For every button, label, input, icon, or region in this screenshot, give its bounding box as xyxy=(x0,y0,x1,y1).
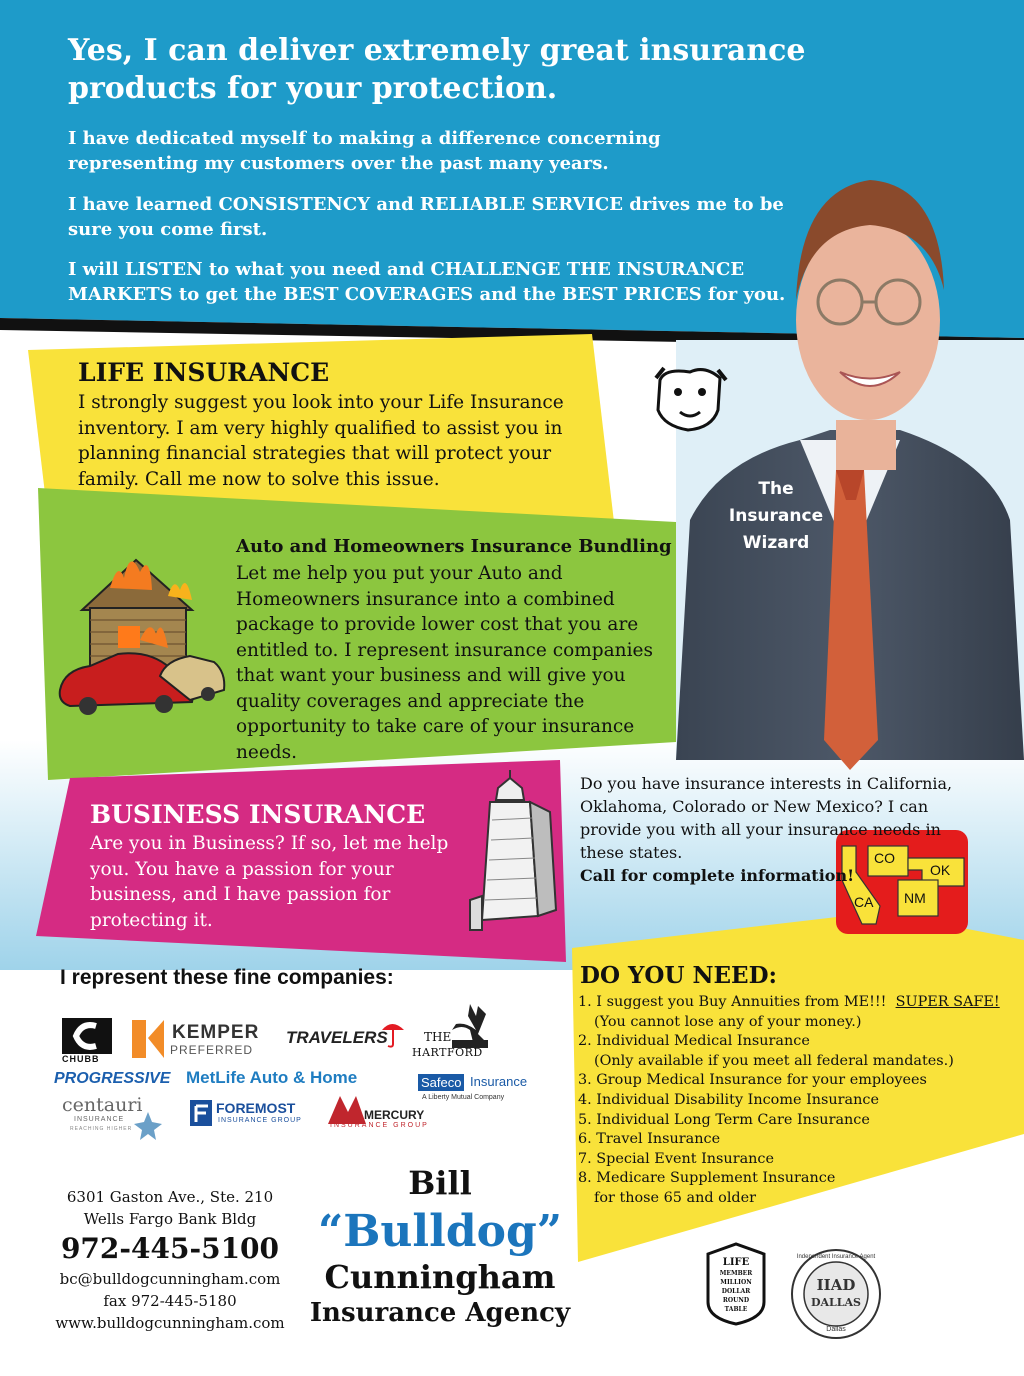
mdrt-line: MEMBER xyxy=(719,1270,753,1277)
auto-home-heading: Auto and Homeowners Insurance Bundling xyxy=(236,536,672,557)
contact-block xyxy=(40,1186,300,1334)
centauri-sub: REACHING HIGHER xyxy=(70,1126,133,1132)
safeco-insurance: Insurance xyxy=(470,1074,528,1089)
state-label-ca: CA xyxy=(854,894,874,910)
mdrt-line: LIFE xyxy=(722,1257,750,1268)
wizard-line-3: Wizard xyxy=(742,533,810,553)
wizard-line-1: The xyxy=(758,479,794,499)
address-line-2: Wells Fargo Bank Bldg xyxy=(83,1210,257,1228)
agent-nickname: “Bulldog” xyxy=(317,1206,563,1257)
mercury-sub: INSURANCE GROUP xyxy=(330,1122,429,1129)
business-insurance-text: Are you in Business? If so, let me help you. You have a passion for your business, and I have passion for protecting it. xyxy=(90,833,449,931)
list-item: 4. Individual Disability Income Insurance xyxy=(578,1091,879,1108)
phone-number[interactable]: 972-445-5100 xyxy=(60,1232,280,1265)
iiad-dallas: DALLAS xyxy=(810,1296,862,1309)
needs-list xyxy=(578,993,1008,1209)
safeco-sub: A Liberty Mutual Company xyxy=(422,1094,505,1101)
foremost-logo-mark xyxy=(190,1100,212,1126)
companies-heading: I represent these fine companies: xyxy=(60,966,394,989)
mdrt-line: MILLION xyxy=(720,1279,752,1286)
kemper-logo: KEMPER xyxy=(172,1022,260,1043)
do-you-need-heading: DO YOU NEED: xyxy=(580,962,778,989)
chubb-logo: CHUBB xyxy=(62,1054,100,1064)
mdrt-line: TABLE xyxy=(724,1306,748,1313)
foremost-sub: INSURANCE GROUP xyxy=(218,1117,302,1124)
mercury-logo: MERCURY xyxy=(364,1108,425,1122)
life-insurance-text: I strongly suggest you look into your Life Insurance inventory. I am very highly qualified to assist you in planning financial strategies that will protect your family. Call me now to solve this issue. xyxy=(78,392,564,490)
states-cta: Call for complete information! xyxy=(580,866,855,885)
centauri-logo: centauri xyxy=(62,1094,143,1116)
kemper-sub: PREFERRED xyxy=(170,1043,254,1057)
auto-home-text: Let me help you put your Auto and Homeowners insurance into a combined package to provide lower cost that you are entitled to. I represent insurance companies that want your business and will give you quality coverages and appreciate the opportunity to take care of your insurance needs. xyxy=(236,563,653,763)
mdrt-line: ROUND xyxy=(722,1297,750,1304)
list-item: 2. Individual Medical Insurance xyxy=(578,1033,810,1050)
iiad-text: IIAD xyxy=(816,1276,856,1294)
iiad-seal xyxy=(792,1250,880,1338)
intro-paragraph-3: I will LISTEN to what you need and CHALLENGE THE INSURANCE MARKETS to get the BEST COVERAGES and the BEST PRICES for you. xyxy=(68,259,786,305)
headline: Yes, I can deliver extremely great insurance products for your protection. xyxy=(68,33,806,106)
email-link[interactable]: bc@bulldogcunningham.com xyxy=(59,1270,281,1288)
state-label-ok: OK xyxy=(930,862,951,878)
super-safe-text: SUPER SAFE! xyxy=(895,994,1000,1010)
life-insurance-heading: LIFE INSURANCE xyxy=(78,358,330,387)
list-item: 8. Medicare Supplement Insurance xyxy=(578,1170,836,1187)
wizard-line-2: Insurance xyxy=(728,506,824,526)
list-item: 1. I suggest you Buy Annuities from ME!!! SUPER SAFE! xyxy=(578,994,1000,1010)
website-link[interactable]: www.bulldogcunningham.com xyxy=(55,1314,285,1332)
hartford-the: THE xyxy=(424,1030,452,1044)
mdrt-text xyxy=(710,1257,762,1314)
fax-number: fax 972-445-5180 xyxy=(103,1292,237,1310)
agent-last-name: Cunningham xyxy=(324,1258,556,1296)
mdrt-line: DOLLAR xyxy=(721,1288,751,1295)
intro-paragraph-1: I have dedicated myself to making a difference concerning representing my customers over the past many years. xyxy=(68,128,661,174)
state-label-co: CO xyxy=(874,850,895,866)
business-insurance-heading: BUSINESS INSURANCE xyxy=(90,800,426,829)
agent-first-name: Bill xyxy=(408,1164,472,1202)
centauri-star-icon xyxy=(134,1112,162,1140)
wizard-caption xyxy=(728,476,824,557)
metlife-logo: MetLife Auto & Home xyxy=(186,1068,358,1087)
state-label-nm: NM xyxy=(904,890,926,906)
list-item: 3. Group Medical Insurance for your employees xyxy=(578,1072,927,1089)
centauri-insurance: INSURANCE xyxy=(74,1116,125,1123)
progressive-logo: PROGRESSIVE xyxy=(54,1070,171,1087)
kemper-logo-mark xyxy=(132,1020,164,1058)
list-item: 6. Travel Insurance xyxy=(578,1131,721,1148)
list-item: (Only available if you meet all federal mandates.) xyxy=(594,1052,954,1069)
mercury-logo-mark xyxy=(328,1096,366,1124)
iiad-ring-text: Independent Insurance Agent xyxy=(796,1254,876,1260)
hartford-logo: HARTFORD xyxy=(412,1046,483,1059)
states-body: Do you have insurance interests in California, Oklahoma, Colorado or New Mexico? I can provide you with all your insurance needs in these states. xyxy=(580,774,953,862)
safeco-logo: Safeco xyxy=(418,1074,464,1091)
intro-paragraph-2: I have learned CONSISTENCY and RELIABLE SERVICE drives me to be sure you come first. xyxy=(68,194,784,240)
foremost-logo: FOREMOST xyxy=(216,1100,296,1116)
address-line-1: 6301 Gaston Ave., Ste. 210 xyxy=(66,1188,274,1206)
chubb-logo-mark xyxy=(62,1018,112,1054)
iiad-dallas-small: Dallas xyxy=(826,1326,846,1333)
list-item: 7. Special Event Insurance xyxy=(578,1150,774,1167)
list-item: for those 65 and older xyxy=(594,1189,757,1206)
agency-name: Insurance Agency xyxy=(309,1298,571,1328)
hartford-stag-icon xyxy=(452,1004,488,1048)
list-item: 5. Individual Long Term Care Insurance xyxy=(578,1111,870,1128)
list-item: (You cannot lose any of your money.) xyxy=(594,1013,862,1030)
travelers-logo: TRAVELERS xyxy=(286,1028,388,1047)
